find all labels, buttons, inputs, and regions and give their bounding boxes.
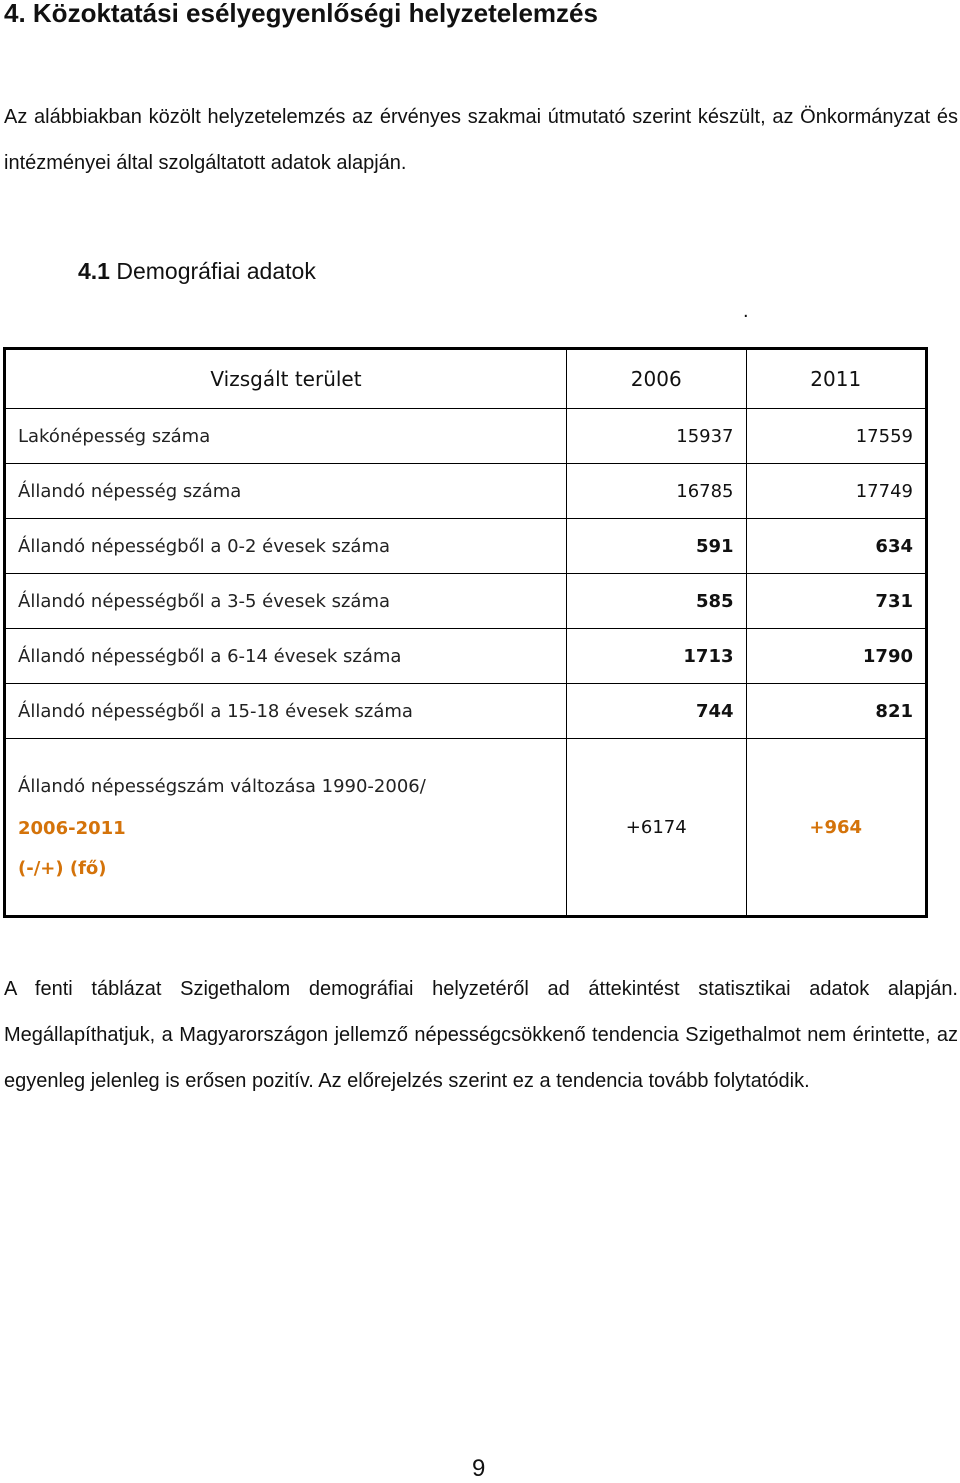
header-2011: 2011 — [746, 349, 926, 409]
value-2006: 15937 — [566, 409, 746, 464]
change-label-line2: 2006-2011 — [18, 818, 126, 839]
table-row — [5, 574, 927, 629]
table-row — [5, 519, 927, 574]
page-heading: 4. Közoktatási esélyegyenlőségi helyzetelemzés — [4, 0, 598, 28]
value-2006: 1713 — [566, 629, 746, 684]
value-2011: 634 — [746, 519, 926, 574]
value-2011: 17749 — [746, 464, 926, 519]
change-value-2006: +6174 — [566, 739, 746, 917]
row-label: Állandó népesség száma — [5, 464, 567, 519]
change-value-2011: +964 — [746, 739, 926, 917]
value-2011: 17559 — [746, 409, 926, 464]
stray-mark: . — [743, 300, 749, 322]
row-label: Állandó népességből a 6-14 évesek száma — [5, 629, 567, 684]
header-area: Vizsgált terület — [5, 349, 567, 409]
table-row — [5, 629, 927, 684]
page-number: 9 — [472, 1455, 486, 1482]
change-label-line1: Állandó népességszám változása 1990-2006/ — [18, 776, 426, 797]
demographic-table — [3, 347, 928, 918]
intro-paragraph: Az alábbiakban közölt helyzetelemzés az érvényes szakmai útmutató szerint készült, az Önkormányzat és intézményei által szolgáltatott adatok alapján. — [4, 106, 958, 174]
table-row — [5, 464, 927, 519]
value-2011: 731 — [746, 574, 926, 629]
header-2006: 2006 — [566, 349, 746, 409]
value-2006: 744 — [566, 684, 746, 739]
value-2011: 1790 — [746, 629, 926, 684]
table-row-change — [5, 739, 927, 917]
section-title: Demográfiai adatok — [116, 258, 316, 284]
conclusion-paragraph: A fenti táblázat Szigethalom demográfiai helyzetéről ad áttekintést statisztikai adatok alapján. Megállapíthatjuk, a Magyarországon jellemző népességcsökkenő tendencia Szigethalmot nem érintette, az egyenleg jelenleg is erősen pozitív. Az előrejelzés szerint ez a tendencia tovább folytatódik. — [4, 978, 958, 1092]
table-row — [5, 684, 927, 739]
change-label — [5, 739, 567, 917]
value-2006: 585 — [566, 574, 746, 629]
value-2006: 16785 — [566, 464, 746, 519]
value-2011: 821 — [746, 684, 926, 739]
table-row — [5, 409, 927, 464]
table-header-row — [5, 349, 927, 409]
change-label-line3: (-/+) (fő) — [18, 858, 107, 879]
section-number: 4.1 — [78, 258, 110, 284]
value-2006: 591 — [566, 519, 746, 574]
row-label: Állandó népességből a 0-2 évesek száma — [5, 519, 567, 574]
section-heading — [78, 258, 316, 285]
row-label: Állandó népességből a 3-5 évesek száma — [5, 574, 567, 629]
row-label: Állandó népességből a 15-18 évesek száma — [5, 684, 567, 739]
row-label: Lakónépesség száma — [5, 409, 567, 464]
